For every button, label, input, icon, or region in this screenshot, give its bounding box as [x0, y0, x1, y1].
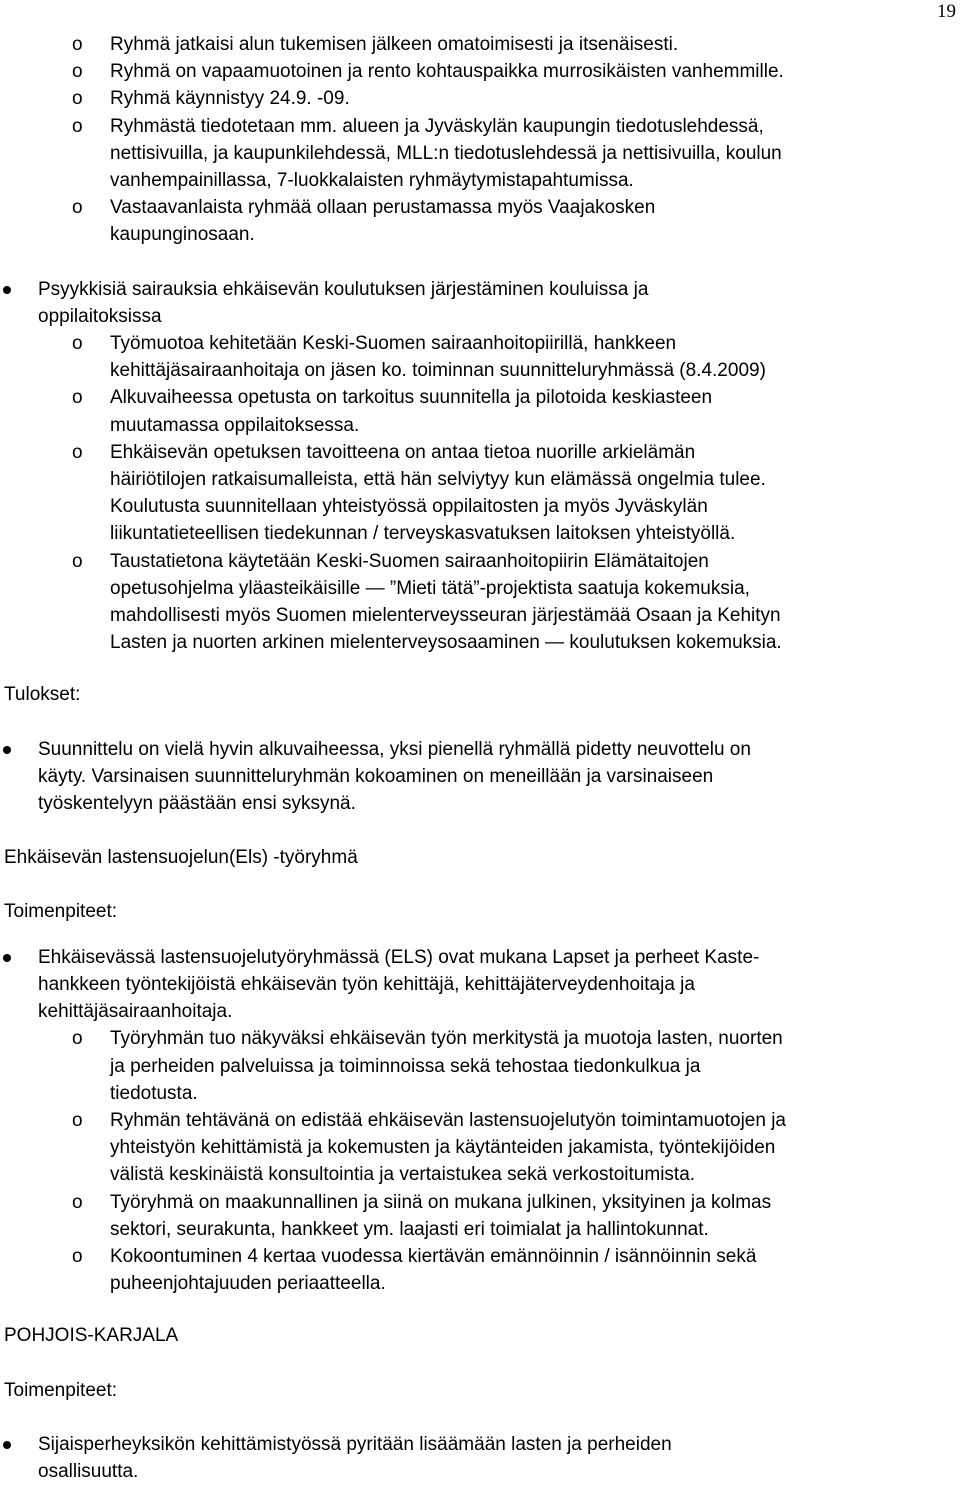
text-line: Taustatietona käytetään Keski-Suomen sairaanhoitopiirin Elämätaitojen: [110, 550, 709, 572]
bullet-sijaisperhe: [0, 1431, 956, 1485]
text-line: Ryhmän tehtävänä on edistää ehkäisevän lastensuojelutyön toimintamuotojen ja: [110, 1109, 786, 1131]
heading-pohjois-karjala: POHJOIS-KARJALA: [4, 1325, 179, 1347]
text-line: Vastaavanlaista ryhmää ollaan perustamassa myös Vaajakosken: [110, 197, 656, 219]
text-line: Suunnittelu on vielä hyvin alkuvaiheessa, yksi pienellä ryhmällä pidetty neuvottelu on: [38, 738, 751, 760]
heading-toimenpiteet: Toimenpiteet:: [4, 901, 118, 923]
text-line: Alkuvaiheessa opetusta on tarkoitus suunnitella ja pilotoida keskiasteen: [110, 387, 713, 409]
text-line: Ryhmä käynnistyy 24.9. -09.: [110, 88, 350, 110]
bullet-dot: [3, 286, 11, 294]
sub-list-item: [0, 31, 956, 58]
sub-bullet-marker: o: [72, 88, 83, 110]
sub-bullet-marker: o: [72, 441, 83, 463]
text-line: Psyykkisiä sairauksia ehkäisevän koulutuksen järjestäminen kouluissa ja: [38, 278, 649, 300]
sub-list-item: [0, 439, 956, 548]
sub-list: [0, 1025, 956, 1297]
text-line: tiedotusta.: [110, 1082, 198, 1104]
sub-list-item: [0, 1189, 956, 1243]
sub-list-item: [0, 330, 956, 384]
sub-list-item: [0, 1107, 956, 1189]
sub-bullet-marker: o: [72, 1245, 83, 1267]
page-number: 19: [937, 1, 956, 22]
text-line: työskentelyyn päästään ensi syksynä.: [38, 793, 356, 815]
text-line: Ryhmästä tiedotetaan mm. alueen ja Jyväskylän kaupungin tiedotuslehdessä,: [110, 115, 764, 137]
text-line: liikuntatieteellisen tiedekunnan / terveyskasvatuksen laitoksen yhteistyöllä.: [110, 523, 736, 545]
bullet-els: [0, 944, 956, 1298]
sub-bullet-marker: o: [72, 333, 83, 355]
sub-list-item: [0, 58, 956, 85]
sub-list-item: [0, 1243, 956, 1297]
bullet-psyykkisia: [0, 276, 956, 657]
sub-list-item: [0, 113, 956, 195]
sub-list-item: [0, 194, 956, 248]
text-line: osallisuutta.: [38, 1460, 139, 1482]
sub-list-item: [0, 548, 956, 657]
text-line: Ehkäisevän opetuksen tavoitteena on antaa tietoa nuorille arkielämän: [110, 441, 696, 463]
sub-bullet-marker: o: [72, 1028, 83, 1050]
text-line: ja perheiden palveluissa ja toiminnoissa sekä tehostaa tiedonkulkua ja: [110, 1055, 701, 1077]
sub-bullet-marker: o: [72, 387, 83, 409]
sub-bullet-marker: o: [72, 1109, 83, 1131]
text-line: nettisivuilla, ja kaupunkilehdessä, MLL:n tiedotuslehdessä ja nettisivuilla, koulun: [110, 142, 782, 164]
text-line: Sijaisperheyksikön kehittämistyössä pyritään lisäämään lasten ja perheiden: [38, 1433, 672, 1455]
text-line: Työryhmä on maakunnallinen ja siinä on mukana julkinen, yksityinen ja kolmas: [110, 1191, 772, 1213]
bullet-dot: [3, 954, 11, 962]
heading-tulokset: Tulokset:: [4, 684, 81, 706]
text-line: Työmuotoa kehitetään Keski-Suomen sairaanhoitopiirillä, hankkeen: [110, 333, 677, 355]
sub-bullet-marker: o: [72, 34, 83, 55]
sub-list-item: [0, 85, 956, 112]
text-line: sektori, seurakunta, hankkeet ym. laajasti eri toimialat ja hallintokunnat.: [110, 1218, 709, 1240]
text-line: kehittäjäsairaanhoitaja on jäsen ko. toiminnan suunnitteluryhmässä (8.4.2009): [110, 360, 766, 382]
sub-list-item: [0, 384, 956, 438]
text-line: yhteistyön kehittämistä ja kokemusten ja käytänteiden jakamista, työntekijöiden: [110, 1137, 776, 1159]
text-line: Työryhmän tuo näkyväksi ehkäisevän työn merkitystä ja muotoja lasten, nuorten: [110, 1028, 783, 1050]
text-line: hankkeen työntekijöistä ehkäisevän työn kehittäjä, kehittäjäterveydenhoitaja ja: [38, 973, 695, 995]
sub-list: [0, 330, 956, 656]
heading-toimenpiteet-2: Toimenpiteet:: [4, 1379, 118, 1401]
text-line: käyty. Varsinaisen suunnitteluryhmän kokoaminen on meneillään ja varsinaiseen: [38, 765, 714, 787]
text-line: häiriötilojen ratkaisumalleista, että hän selviytyy kun elämässä ongelmia tulee.: [110, 469, 766, 491]
text-line: puheenjohtajuuden periaatteella.: [110, 1273, 386, 1295]
document-body: [0, 31, 956, 1485]
sub-bullet-marker: o: [72, 550, 83, 572]
text-line: muutamassa oppilaitoksessa.: [110, 414, 360, 436]
sub-bullet-marker: o: [72, 61, 83, 83]
text-line: kaupunginosaan.: [110, 224, 255, 246]
text-line: opetusohjelma yläasteikäisille — ”Mieti tätä”-projektista saatuja kokemuksia,: [110, 577, 750, 599]
bullet-dot: [3, 746, 11, 754]
heading-els: Ehkäisevän lastensuojelun(Els) -työryhmä: [4, 847, 358, 869]
sub-bullet-marker: o: [72, 115, 83, 137]
text-line: vanhempainillassa, 7-luokkalaisten ryhmäytymistapahtumissa.: [110, 170, 634, 192]
bullet-suunnittelu: [0, 736, 956, 818]
text-line: oppilaitoksissa: [38, 305, 162, 327]
text-line: Ryhmä on vapaamuotoinen ja rento kohtauspaikka murrosikäisten vanhemmille.: [110, 61, 784, 83]
text-line: Koulutusta suunnitellaan yhteistyössä oppilaitosten ja myös Jyväskylän: [110, 496, 708, 518]
sub-bullet-marker: o: [72, 197, 83, 219]
top-sub-list: [0, 31, 956, 249]
text-line: Lasten ja nuorten arkinen mielenterveysosaaminen — koulutuksen kokemuksia.: [110, 632, 782, 654]
text-line: Kokoontuminen 4 kertaa vuodessa kiertävän emännöinnin / isännöinnin sekä: [110, 1245, 757, 1267]
sub-bullet-marker: o: [72, 1191, 83, 1213]
bullet-dot: [3, 1441, 11, 1449]
text-line: Ryhmä jatkaisi alun tukemisen jälkeen omatoimisesti ja itsenäisesti.: [110, 34, 679, 55]
text-line: Ehkäisevässä lastensuojelutyöryhmässä (ELS) ovat mukana Lapset ja perheet Kaste-: [38, 946, 760, 968]
text-line: kehittäjäsairaanhoitaja.: [38, 1001, 233, 1023]
text-line: välistä keskinäistä konsultointia ja vertaistukea sekä verkostoitumista.: [110, 1164, 696, 1186]
sub-list-item: [0, 1025, 956, 1107]
text-line: mahdollisesti myös Suomen mielenterveysseuran järjestämää Osaan ja Kehityn: [110, 605, 781, 627]
